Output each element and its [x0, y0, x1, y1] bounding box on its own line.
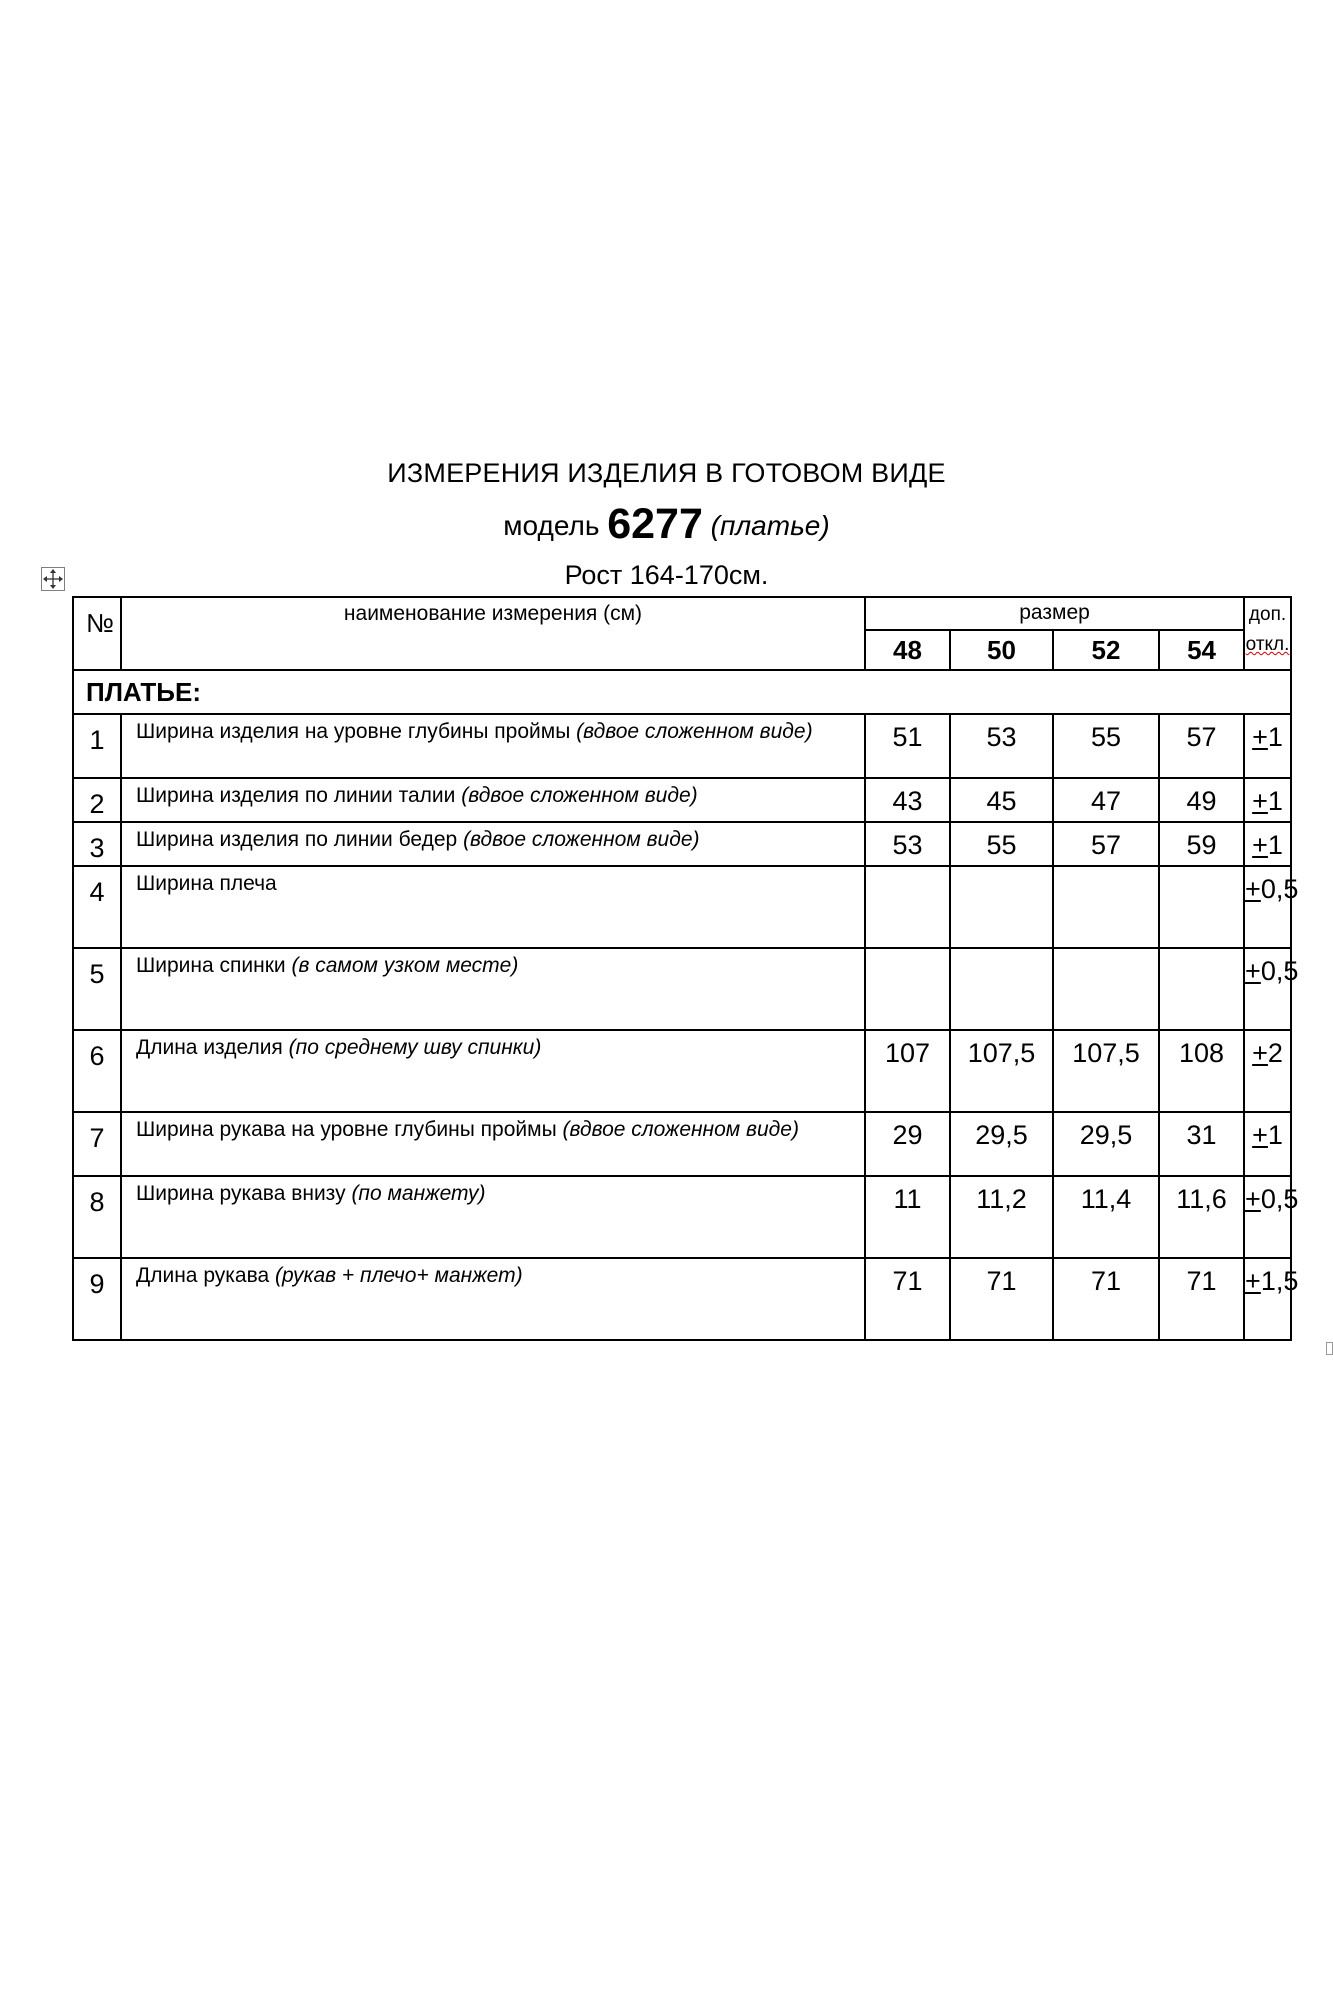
- table-row: [73, 1112, 1291, 1176]
- size-value: [1159, 948, 1244, 1030]
- table-row: [73, 948, 1291, 1030]
- tolerance: [1244, 948, 1299, 1030]
- size-value: 55: [1053, 714, 1159, 778]
- measurement-label: Ширина изделия по линии талии: [136, 784, 456, 807]
- header-row: [73, 597, 1291, 630]
- tolerance: [1244, 822, 1291, 866]
- table-row: [73, 866, 1291, 948]
- header-size-group: размер: [865, 597, 1244, 630]
- plus-minus-sign: +: [1252, 786, 1268, 816]
- size-value: 71: [1053, 1258, 1159, 1340]
- measurement-label: Ширина изделия по линии бедер: [136, 828, 458, 851]
- size-value: 49: [1159, 778, 1244, 822]
- row-number: 8: [73, 1176, 121, 1258]
- table-row: [73, 1030, 1291, 1112]
- measurements-table: [72, 596, 1299, 1341]
- size-value: 29: [865, 1112, 950, 1176]
- size-value: [950, 948, 1053, 1030]
- tolerance-value: 0,5: [1260, 1184, 1299, 1214]
- plus-minus-sign: +: [1252, 1120, 1268, 1150]
- measurement-name: [121, 1176, 865, 1258]
- tolerance: [1244, 1030, 1291, 1112]
- measurement-name: [121, 714, 865, 778]
- table-row: [73, 822, 1291, 866]
- size-value: 11,2: [950, 1176, 1053, 1258]
- size-value: 11,4: [1053, 1176, 1159, 1258]
- tolerance-value: 1: [1267, 786, 1283, 816]
- size-50: 50: [950, 630, 1053, 670]
- measurement-name: [121, 1112, 865, 1176]
- size-54: 54: [1159, 630, 1244, 670]
- plus-minus-sign: +: [1252, 1038, 1268, 1068]
- model-kind: (платье): [710, 510, 830, 541]
- measurement-note: (по среднему шву спинки): [288, 1036, 542, 1059]
- size-52: 52: [1053, 630, 1159, 670]
- size-value: 71: [1159, 1258, 1244, 1340]
- size-value: 57: [1053, 822, 1159, 866]
- row-number: 1: [73, 714, 121, 778]
- header-tolerance-line1: доп.: [1248, 604, 1287, 625]
- plus-minus-sign: +: [1245, 1184, 1261, 1214]
- tolerance-value: 1: [1267, 830, 1283, 860]
- measurement-label: Ширина рукава на уровне глубины проймы: [136, 1118, 557, 1141]
- size-value: [1053, 948, 1159, 1030]
- row-number: 9: [73, 1258, 121, 1340]
- size-value: [950, 866, 1053, 948]
- size-value: 29,5: [950, 1112, 1053, 1176]
- size-value: [1159, 866, 1244, 948]
- document-title: ИЗМЕРЕНИЯ ИЗДЕЛИЯ В ГОТОВОМ ВИДЕ: [387, 458, 946, 488]
- header-tolerance-line2: откл.: [1245, 634, 1290, 655]
- measurement-label: Длина изделия: [136, 1036, 283, 1059]
- tolerance-value: 1: [1267, 1120, 1283, 1150]
- measurement-name: [121, 866, 865, 948]
- model-line: [0, 500, 1333, 549]
- row-number: 5: [73, 948, 121, 1030]
- size-value: 59: [1159, 822, 1244, 866]
- tolerance-value: 0,5: [1260, 956, 1299, 986]
- measurement-note: (вдвое сложенном виде): [576, 720, 813, 743]
- tolerance-value: 1: [1267, 722, 1283, 752]
- size-value: 108: [1159, 1030, 1244, 1112]
- tolerance: [1244, 866, 1299, 948]
- measurement-note: (в самом узком месте): [291, 954, 519, 977]
- row-number: 4: [73, 866, 121, 948]
- header-measurement-name: наименование измерения (см): [121, 597, 865, 670]
- measurement-label: Ширина плеча: [136, 872, 277, 895]
- tolerance: [1244, 1176, 1299, 1258]
- size-value: 107,5: [950, 1030, 1053, 1112]
- size-value: 71: [950, 1258, 1053, 1340]
- tolerance-value: 0,5: [1260, 874, 1299, 904]
- measurement-label: Ширина спинки: [136, 954, 286, 977]
- header-tolerance: [1244, 597, 1291, 670]
- measurement-name: [121, 822, 865, 866]
- tolerance-value: 1,5: [1260, 1266, 1299, 1296]
- measurement-name: [121, 1258, 865, 1340]
- size-value: 71: [865, 1258, 950, 1340]
- size-value: 43: [865, 778, 950, 822]
- size-value: 47: [1053, 778, 1159, 822]
- table-row: [73, 1258, 1291, 1340]
- measurement-note: (вдвое сложенном виде): [562, 1118, 799, 1141]
- size-value: 11,6: [1159, 1176, 1244, 1258]
- measurement-note: (по манжету): [351, 1182, 486, 1205]
- size-value: [865, 866, 950, 948]
- measurement-name: [121, 1030, 865, 1112]
- model-number: 6277: [607, 500, 703, 548]
- size-value: 53: [865, 822, 950, 866]
- tolerance: [1244, 1258, 1299, 1340]
- size-value: [1053, 866, 1159, 948]
- table-row: [73, 778, 1291, 822]
- plus-minus-sign: +: [1245, 1266, 1261, 1296]
- measurement-label: Длина рукава: [136, 1264, 270, 1287]
- section-row: [73, 670, 1291, 714]
- measurement-name: [121, 948, 865, 1030]
- section-label: ПЛАТЬЕ:: [73, 670, 1291, 714]
- size-value: 53: [950, 714, 1053, 778]
- tolerance: [1244, 714, 1291, 778]
- size-value: 45: [950, 778, 1053, 822]
- size-value: [865, 948, 950, 1030]
- plus-minus-sign: +: [1252, 830, 1268, 860]
- size-value: 51: [865, 714, 950, 778]
- tolerance: [1244, 1112, 1291, 1176]
- plus-minus-sign: +: [1245, 874, 1261, 904]
- size-value: 55: [950, 822, 1053, 866]
- row-number: 6: [73, 1030, 121, 1112]
- measurement-note: (вдвое сложенном виде): [463, 828, 700, 851]
- size-value: 31: [1159, 1112, 1244, 1176]
- row-number: 3: [73, 822, 121, 866]
- tolerance-value: 2: [1267, 1038, 1283, 1068]
- row-number: 7: [73, 1112, 121, 1176]
- header-number: №: [73, 597, 121, 670]
- plus-minus-sign: +: [1252, 722, 1268, 752]
- table-resize-handle[interactable]: [1326, 1342, 1333, 1355]
- row-number: 2: [73, 778, 121, 822]
- size-value: 107,5: [1053, 1030, 1159, 1112]
- size-value: 57: [1159, 714, 1244, 778]
- table-row: [73, 1176, 1291, 1258]
- measurement-note: (вдвое сложенном виде): [461, 784, 698, 807]
- height-range: Рост 164-170см.: [564, 560, 769, 590]
- table-row: [73, 714, 1291, 778]
- model-prefix: модель: [503, 510, 600, 541]
- measurement-label: Ширина рукава внизу: [136, 1182, 346, 1205]
- size-value: 11: [865, 1176, 950, 1258]
- table-move-handle-icon[interactable]: [41, 567, 65, 591]
- size-value: 107: [865, 1030, 950, 1112]
- size-48: 48: [865, 630, 950, 670]
- tolerance: [1244, 778, 1291, 822]
- measurement-label: Ширина изделия на уровне глубины проймы: [136, 720, 571, 743]
- size-value: 29,5: [1053, 1112, 1159, 1176]
- plus-minus-sign: +: [1245, 956, 1261, 986]
- measurement-name: [121, 778, 865, 822]
- measurement-note: (рукав + плечо+ манжет): [275, 1264, 523, 1287]
